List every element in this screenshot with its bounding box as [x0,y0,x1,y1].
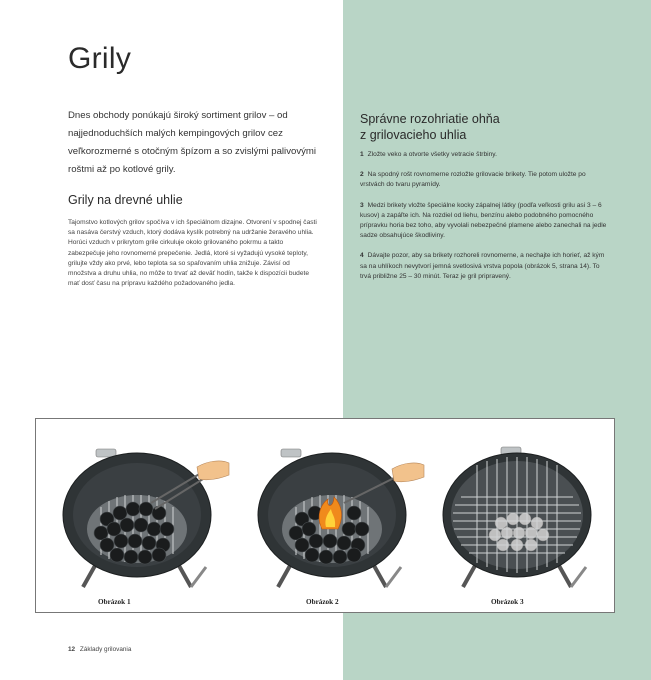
grill-illustration-2 [256,437,426,597]
grill-illustration-3 [441,437,611,597]
figure-caption-1: Obrázok 1 [98,598,131,606]
step-text: Zložte veko a otvorte všetky vetracie štrbiny. [367,151,497,158]
intro-paragraph: Dnes obchody ponúkajú široký sortiment grilov – od najjednoduchších malých kempingových grilov cez veľkorozmerné s otočným špízom a so zvislými palivovými roštmi až po kotlové grily. [68,110,317,175]
step-item [360,170,610,190]
right-heading-line1: Správne rozohriatie ohňa [360,112,500,126]
figure-caption-3: Obrázok 3 [491,598,524,606]
right-heading [360,112,620,143]
figure-caption-2: Obrázok 2 [306,598,339,606]
step-number: 1 [360,151,364,158]
step-item [360,201,610,242]
steps-list [360,150,610,292]
section-body: Tajomstvo kotlových grilov spočíva v ich špeciálnom dizajne. Otvorení v spodnej časti sa nasáva čerstvý vzduch, ktorý dodáva kyslík potrebný na udržanie žeravého uhlia. Horúci vzduch v prikrytom grile cirkuluje okolo grilovaného pokrmu a takto zabezpečuje jeho rovnomerné prepečenie. Jedlá, ktoré si vyžadujú vysoké teploty, grilujte vždy ako prvé, lebo teplota sa so spaľovaním uhlia znižuje. Závisí od množstva a druhu uhlia, no môže to trvať až deväť hodín, takže k dispozícii budete mať dosť času na prípravu každého požadovaného jedla. [68,219,317,288]
footer-section: Základy grilovania [79,646,132,653]
page-title: Grily [68,42,132,75]
step-number: 3 [360,201,364,209]
page-number: 12 [68,646,76,653]
page-footer [68,646,131,653]
grill-illustration-1 [61,437,231,597]
step-text: Dávajte pozor, aby sa brikety rozhoreli rovnomerne, a nechajte ich horieť, až kým sa na uhlíkoch nevytvorí jemná svetlosivá vrstva popola (obrázok 5, strana 14). To trvá približne 25 – 30 minút. Teraz je gril pripravený. [360,252,605,280]
step-text: Na spodný rošt rovnomerne rozložte grilovacie brikety. Tie potom uložte po vrstvách do tvaru pyramídy. [360,171,586,189]
step-item [360,251,610,282]
step-number: 4 [360,252,364,260]
right-heading-line2: z grilovacieho uhlia [360,127,467,142]
step-item [360,150,610,160]
step-number: 2 [360,171,364,179]
section-heading: Grily na drevné uhlie [68,193,183,207]
step-text: Medzi brikety vložte špeciálne kocky zápalnej látky (podľa veľkosti grilu asi 3 – 6 kusov) a zapáľte ich. Na rozdiel od liehu, benzínu alebo podobného pomocného prípravku horia bez toho, aby vyvolali nebezpečné plamene alebo zanechali na jedle sadze obsahujúce škodliviny. [360,201,607,240]
figure-panel [35,418,615,613]
